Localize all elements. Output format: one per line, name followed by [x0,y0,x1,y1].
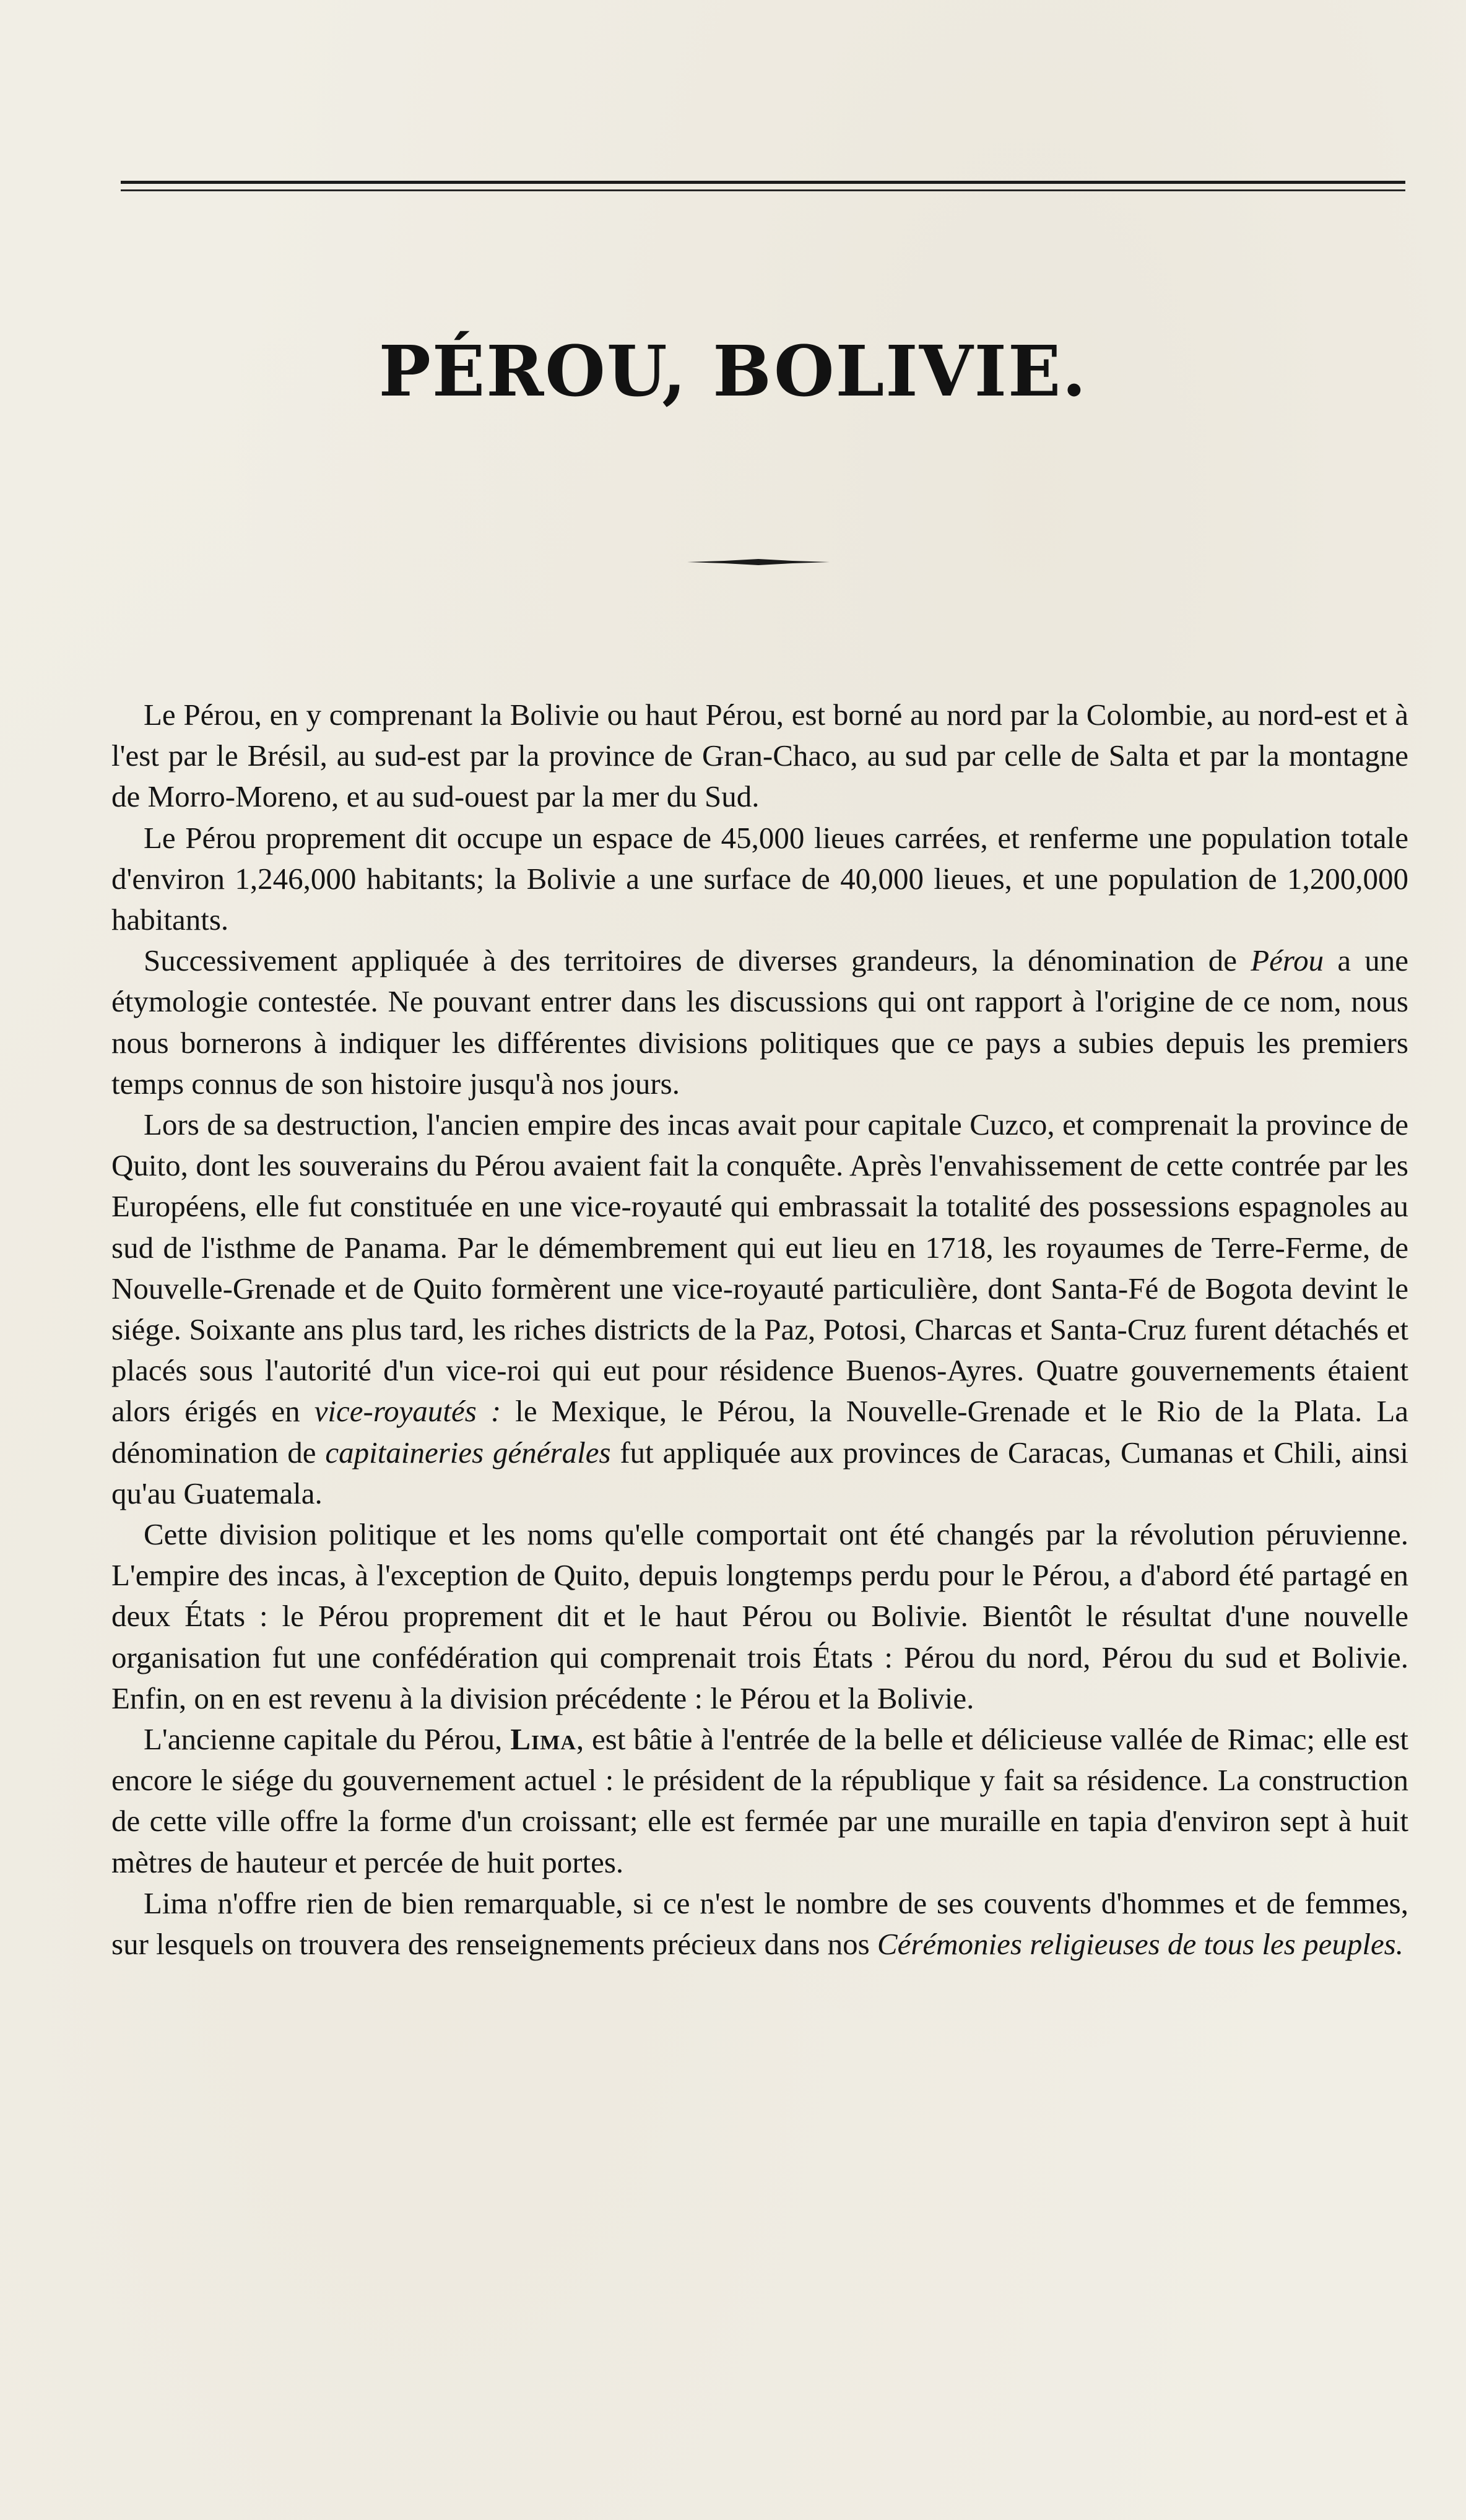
lima-small-caps: Lima [510,1722,576,1757]
article-body [111,695,1408,1965]
page-title: PÉROU, BOLIVIE. [378,331,1088,412]
paragraph-7: Lima n'offre rien de bien remarquable, si ce n'est le nombre de ses couvents d'hommes et de femmes, sur lesquels on trouvera des renseignements précieux dans nos Cérémonies religieuses de tous les peuples. [111,1886,1408,1962]
paragraph-2: Le Pérou proprement dit occupe un espace de 45,000 lieues carrées, et renferme une population totale d'environ 1,246,000 habitants; la Bolivie a une surface de 40,000 lieues, et une population de 1,200,000 habitants. [111,820,1408,937]
paragraph-6: L'ancienne capitale du Pérou, Lima, est bâtie à l'entrée de la belle et délicieuse vallée de Rimac; elle est encore le siége du gouvernement actuel : le président de la république y fait sa résidence. La construction de cette ville offre la forme d'un croissant; elle est fermée par une muraille en tapia d'environ sept à huit mètres de hauteur et percée de huit portes. [111,1722,1408,1879]
header-rule-thin [121,189,1405,191]
title-ornament-dash [687,557,830,567]
header-rule-thick [121,181,1405,184]
paragraph-4: Lors de sa destruction, l'ancien empire des incas avait pour capitale Cuzco, et comprenait la province de Quito, dont les souverains du Pérou avaient fait la conquête. Après l'envahissement de cette contrée par les Européens, elle fut constituée en une vice-royauté qui embrassait la totalité des possessions espagnoles au sud de l'isthme de Panama. Par le démembrement qui eut lieu en 1718, les royaumes de Terre-Ferme, de Nouvelle-Grenade et de Quito formèrent une vice-royauté particulière, dont Santa-Fé de Bogota devint le siége. Soixante ans plus tard, les riches districts de la Paz, Potosi, Charcas et Santa-Cruz furent détachés et placés sous l'autorité d'un vice-roi qui eut pour résidence Buenos-Ayres. Quatre gouvernements étaient alors érigés en vice-royautés : le Mexique, le Pérou, la Nouvelle-Grenade et le Rio de la Plata. La dénomination de capitaineries générales fut appliquée aux provinces de Caracas, Cumanas et Chili, ainsi qu'au Guatemala. [111,1107,1409,1510]
paragraph-3: Successivement appliquée à des territoires de diverses grandeurs, la dénomination de Pérou a une étymologie contestée. Ne pouvant entrer dans les discussions qui ont rapport à l'origine de ce nom, nous nous bornerons à indiquer les différentes divisions politiques que ce pays a subies depuis les premiers temps connus de son histoire jusqu'à nos jours. [111,943,1408,1101]
paragraph-5: Cette division politique et les noms qu'elle comportait ont été changés par la révolution péruvienne. L'empire des incas, à l'exception de Quito, depuis longtemps perdu pour le Pérou, a d'abord été partagé en deux États : le Pérou proprement dit et le haut Pérou ou Bolivie. Bientôt le résultat d'une nouvelle organisation fut une confédération qui comprenait trois États : Pérou du nord, Pérou du sud et Bolivie. Enfin, on en est revenu à la division précédente : le Pérou et la Bolivie. [111,1517,1408,1715]
paragraph-1: Le Pérou, en y comprenant la Bolivie ou haut Pérou, est borné au nord par la Colombie, au nord-est et à l'est par le Brésil, au sud-est par la province de Gran-Chaco, au sud par celle de Salta et par la montagne de Morro-Moreno, et au sud-ouest par la mer du Sud. [111,698,1408,814]
